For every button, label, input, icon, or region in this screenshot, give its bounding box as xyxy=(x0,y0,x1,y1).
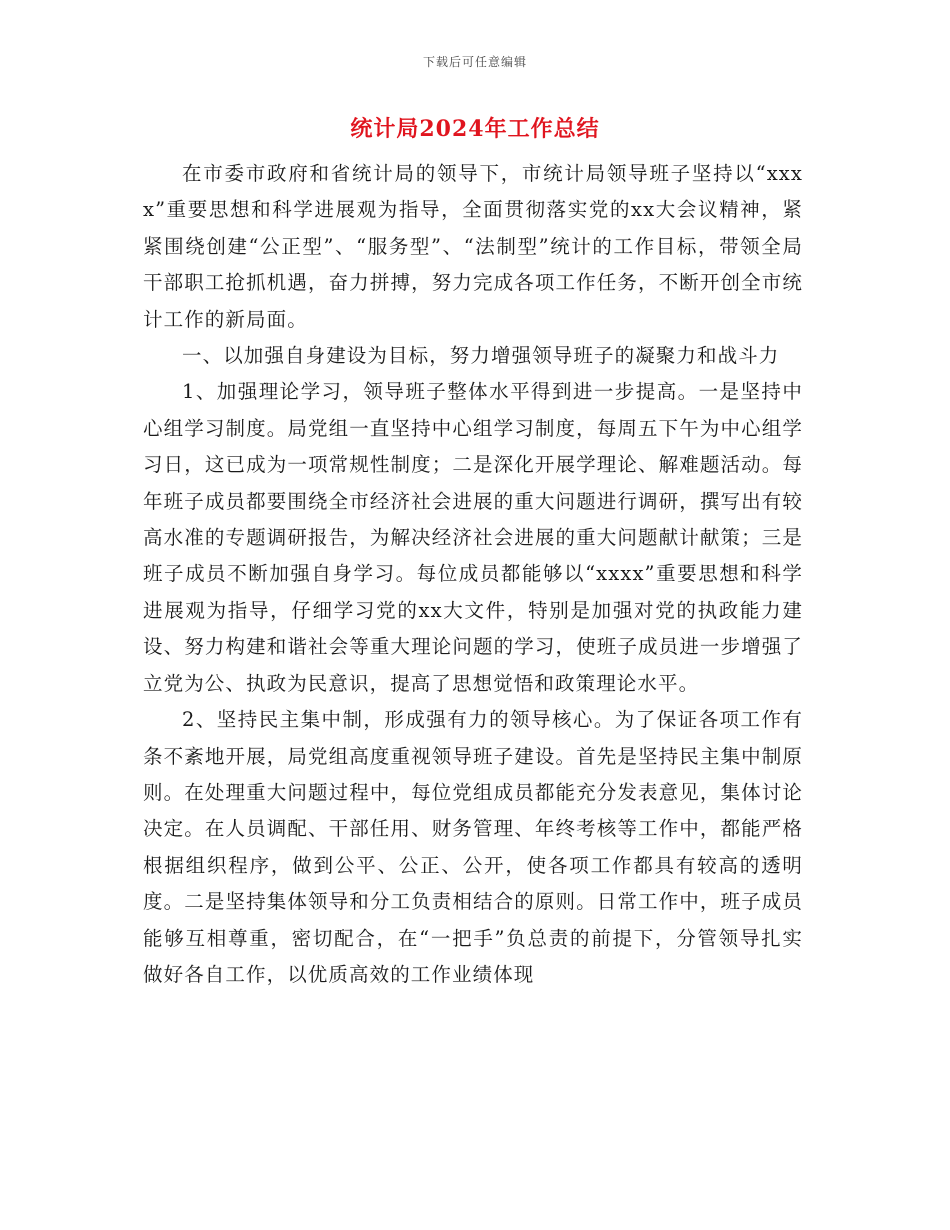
paragraph-intro: 在市委市政府和省统计局的领导下，市统计局领导班子坚持以“xxxx”重要思想和科学进展观为指导，全面贯彻落实党的xx大会议精神，紧紧围绕创建“公正型”、“服务型”、“法制型”统计的工作目标，带领全局干部职工抢抓机遇，奋力拼搏，努力完成各项工作任务，不断开创全市统计工作的新局面。 xyxy=(143,162,803,331)
paragraph-theory-study: 1、加强理论学习，领导班子整体水平得到进一步提高。一是坚持中心组学习制度。局党组一直坚持中心组学习制度，每周五下午为中心组学习日，这已成为一项常规性制度；二是深化开展学理论、解难题活动。每年班子成员都要围绕全市经济社会进展的重大问题进行调研，撰写出有较高水准的专题调研报告，为解决经济社会进展的重大问题献计献策；三是班子成员不断加强自身学习。每位成员都能够以“xxxx”重要思想和科学进展观为指导，仔细学习党的xx大文件，特别是加强对党的执政能力建设、努力构建和谐社会等重大理论问题的学习，使班子成员进一步增强了立党为公、执政为民意识，提高了思想觉悟和政策理论水平。 xyxy=(143,380,803,695)
paragraph-democratic-centralism: 2、坚持民主集中制，形成强有力的领导核心。为了保证各项工作有条不紊地开展，局党组高度重视领导班子建设。首先是坚持民主集中制原则。在处理重大问题过程中，每位党组成员都能充分发表意见，集体讨论决定。在人员调配、干部任用、财务管理、年终考核等工作中，都能严格根据组织程序，做到公平、公正、公开，使各项工作都具有较高的透明度。二是坚持集体领导和分工负责相结合的原则。日常工作中，班子成员能够互相尊重，密切配合，在“一把手”负总责的前提下，分管领导扎实做好各自工作，以优质高效的工作业绩体现 xyxy=(143,708,803,986)
document-title: 统计局2024年工作总结 xyxy=(350,116,600,142)
document-body xyxy=(143,156,803,993)
section-heading-1: 一、以加强自身建设为目标，努力增强领导班子的凝聚力和战斗力 xyxy=(182,344,780,368)
header-note: 下载后可任意编辑 xyxy=(422,55,527,69)
